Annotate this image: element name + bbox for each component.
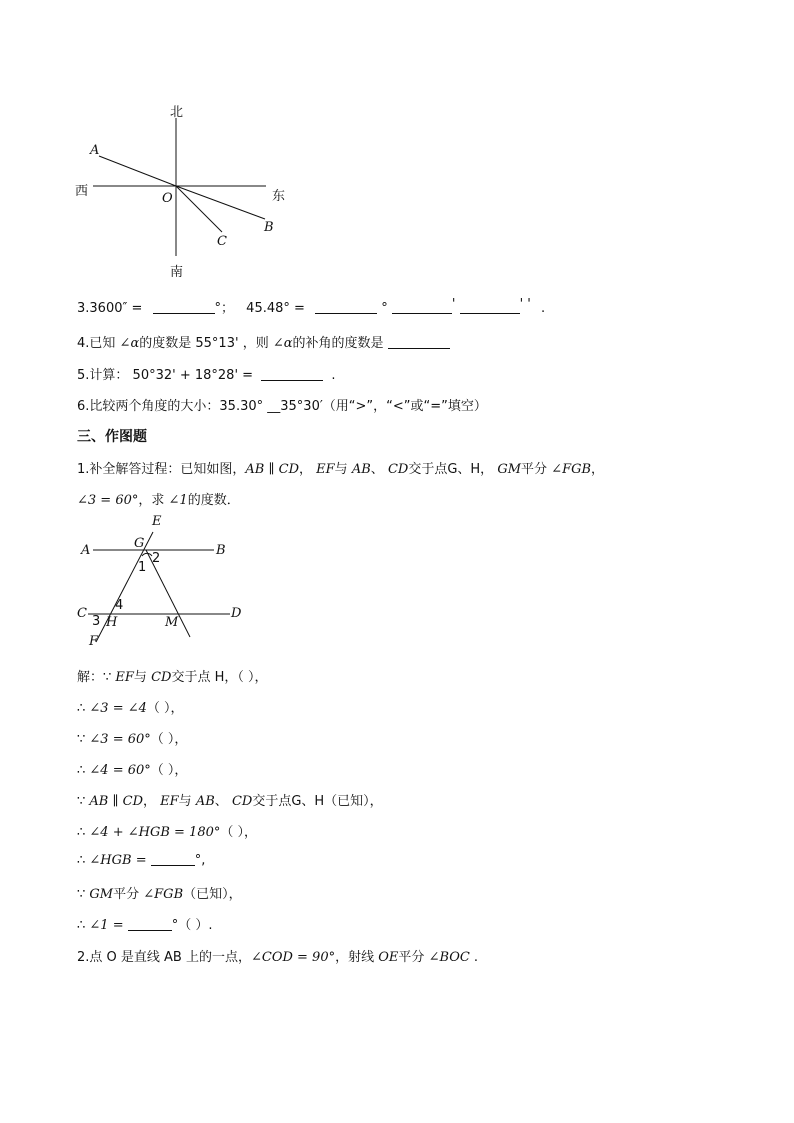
p1-math-angle3: ∠3 = 60°	[77, 493, 139, 508]
sol9-post: °（ ）.	[171, 918, 213, 933]
p2-math-oe: OE	[378, 950, 399, 965]
question-5	[77, 364, 335, 383]
p2-d: .	[473, 950, 479, 965]
q3-blank-3[interactable]	[392, 300, 452, 314]
label-south: 南	[170, 265, 184, 280]
sol1-math-ef: EF	[115, 670, 134, 685]
q3-unit-sec: ' '	[519, 297, 531, 312]
p1-text-b: ，	[299, 462, 313, 477]
q3-unit-deg: °；	[214, 301, 235, 316]
problem-2	[77, 946, 478, 965]
q4-angle: ∠α	[119, 336, 140, 351]
q4-angle2: ∠α	[272, 336, 293, 351]
q6-text: 6.比较两个角度的大小：35.30° __35°30′（用“>”，“<”或“=”填空）	[77, 399, 487, 414]
q5-expr: 50°32' + 18°28' =	[132, 368, 254, 383]
solution-line-7	[77, 852, 205, 868]
solution-line-9	[77, 914, 213, 933]
question-4	[77, 332, 450, 351]
p1-math-angle1: ∠1	[168, 493, 188, 508]
sol6-pre: ∴	[77, 825, 90, 840]
q4-p3: ，则	[242, 336, 269, 351]
ray-oa	[99, 156, 176, 186]
p1-math-ab: AB	[351, 462, 371, 477]
sol7-post: °,	[194, 853, 206, 868]
parallel-lines-figure	[0, 510, 300, 650]
section-title: 三、作图题	[77, 429, 147, 445]
solution-line-4	[77, 759, 187, 778]
p1-math-ef: EF	[316, 462, 335, 477]
q5-end: .	[331, 368, 336, 383]
q4-value: 55°13'	[195, 336, 239, 351]
sol1-math-cd: CD	[151, 670, 172, 685]
sol5-c: 、	[214, 794, 228, 809]
p2-math-boc: ∠BOC	[428, 950, 470, 965]
compass-figure	[0, 0, 794, 290]
q4-p1: 4.已知	[77, 336, 116, 351]
sol3-pre: ∵	[77, 732, 90, 747]
sol8-post: （已知），	[183, 887, 242, 902]
sol7-math: ∠HGB =	[89, 853, 147, 868]
label-a-2: A	[81, 543, 91, 558]
sol1-mid: 与	[133, 670, 152, 685]
q4-p2: 的度数是	[139, 336, 192, 351]
sol5-a: ，	[143, 794, 157, 809]
sol5-math-ab: AB	[195, 794, 215, 809]
sol7-pre: ∴	[77, 853, 90, 868]
sol3-math: ∠3 = 60°	[89, 732, 151, 747]
sol1-pre: 解：∵	[77, 670, 116, 685]
problem-1-line-2	[77, 489, 240, 508]
label-1: 1	[138, 560, 147, 575]
label-4: 4	[115, 598, 124, 613]
sol9-pre: ∴	[77, 918, 90, 933]
sol6-math: ∠4 + ∠HGB = 180°	[89, 825, 221, 840]
label-m: M	[165, 615, 179, 630]
p1-text-f: 平分	[521, 462, 548, 477]
line-ef	[96, 532, 153, 642]
label-o: O	[162, 191, 173, 206]
p1-text-c: 与	[334, 462, 348, 477]
p1-text-ask: ，求	[138, 493, 165, 508]
label-e: E	[152, 514, 162, 529]
q5-blank[interactable]	[261, 367, 323, 381]
p1-text-g: ，	[591, 462, 605, 477]
q5-p1: 5.计算：	[77, 368, 129, 383]
solution-line-1	[77, 666, 267, 685]
solution-line-8	[77, 883, 242, 902]
sol5-math-ab-cd: AB ∥ CD	[89, 794, 143, 809]
sol5-math-cd: CD	[231, 794, 253, 809]
ray-oc	[176, 186, 222, 232]
sol4-pre: ∴	[77, 763, 90, 778]
label-b: B	[264, 220, 274, 235]
q4-blank[interactable]	[388, 335, 450, 349]
p2-c: 平分	[398, 950, 425, 965]
label-west: 西	[75, 184, 89, 199]
sol7-blank[interactable]	[151, 852, 195, 866]
sol6-post: （ ），	[220, 825, 258, 840]
sol8-pre: ∵	[77, 887, 90, 902]
solution-line-5	[77, 790, 383, 809]
q3-blank-2[interactable]	[315, 300, 377, 314]
solution-line-2	[77, 697, 184, 716]
label-h: H	[106, 615, 118, 630]
label-2: 2	[152, 551, 161, 566]
question-3	[77, 297, 545, 316]
ray-ob	[176, 186, 265, 219]
p2-math-cod: ∠COD = 90°	[250, 950, 336, 965]
label-north: 北	[170, 105, 184, 120]
label-f: F	[89, 634, 99, 649]
sol5-pre: ∵	[77, 794, 90, 809]
sol2-math: ∠3 = ∠4	[89, 701, 147, 716]
p1-math-cd: CD	[387, 462, 409, 477]
sol4-math: ∠4 = 60°	[89, 763, 151, 778]
q3-blank-4[interactable]	[460, 300, 520, 314]
p1-math-fgb: ∠FGB	[551, 462, 592, 477]
question-6	[77, 395, 487, 414]
sol5-d: 交于点G、H（已知），	[252, 794, 383, 809]
sol8-math-fgb: ∠FGB	[143, 887, 184, 902]
sol8-math-gm: GM	[89, 887, 114, 902]
sol5-b: 与	[178, 794, 192, 809]
sol1-post: 交于点 H，（ ），	[171, 670, 268, 685]
sol9-blank[interactable]	[128, 917, 172, 931]
q3-unit-min: '	[451, 297, 456, 312]
solution-line-3	[77, 728, 187, 747]
sol9-math: ∠1 =	[89, 918, 124, 933]
p2-b: ，射线	[335, 950, 375, 965]
sol8-a: 平分	[113, 887, 140, 902]
q3-blank-1[interactable]	[153, 300, 215, 314]
sol4-post: （ ），	[150, 763, 188, 778]
p1-math-gm: GM	[497, 462, 522, 477]
q3-unit-deg2: °	[381, 301, 388, 316]
label-c-2: C	[77, 606, 87, 621]
problem-1-line-1	[77, 458, 604, 477]
label-c: C	[217, 234, 227, 249]
p1-text-d: 、	[370, 462, 384, 477]
label-d: D	[231, 606, 242, 621]
p2-a: 2.点 O 是直线 AB 上的一点，	[77, 950, 251, 965]
p1-text-a: 1.补全解答过程：已知如图，	[77, 462, 246, 477]
label-3: 3	[92, 614, 101, 629]
q3-prefix: 3.3600″ =	[77, 301, 143, 316]
label-a: A	[90, 143, 100, 158]
p1-text-degree: 的度数．	[187, 493, 240, 508]
sol2-post: （ ），	[146, 701, 184, 716]
solution-line-6	[77, 821, 257, 840]
q3-expr2: 45.48° =	[246, 301, 305, 316]
angle-arc	[142, 553, 152, 556]
label-b-2: B	[216, 543, 226, 558]
q3-end: .	[540, 301, 546, 316]
label-east: 东	[272, 189, 286, 204]
sol5-math-ef: EF	[160, 794, 179, 809]
sol2-pre: ∴	[77, 701, 90, 716]
sol3-post: （ ），	[150, 732, 188, 747]
p1-math-ab-cd: AB ∥ CD	[245, 462, 299, 477]
q4-p4: 的补角的度数是	[292, 336, 384, 351]
section-3-title	[77, 426, 147, 446]
label-g: G	[134, 536, 145, 551]
p1-text-e: 交于点G、H，	[408, 462, 494, 477]
